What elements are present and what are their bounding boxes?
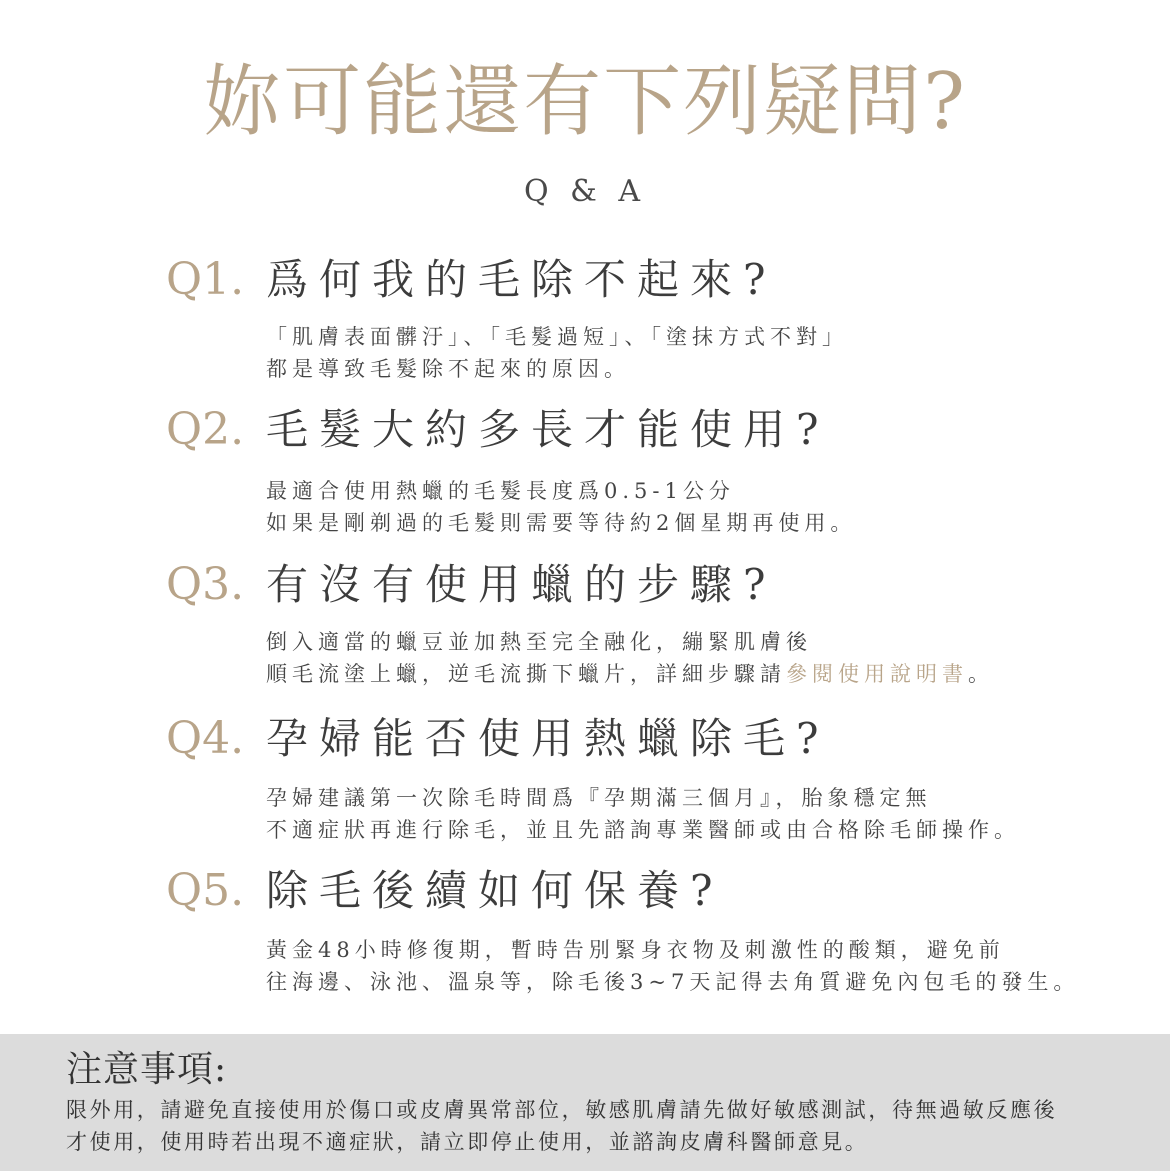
notice-line: 限外用，請避免直接使用於傷口或皮膚異常部位，敏感肌膚請先做好敏感測試，待無過敏反應後 (66, 1098, 1058, 1122)
question-row (0, 246, 1170, 314)
answer-line: 孕婦建議第一次除毛時間爲『孕期滿三個月』，胎象穩定無 (266, 786, 932, 810)
qa-item-2 (0, 396, 1170, 535)
answer-line: 如果是剛剃過的毛髮則需要等待約2個星期再使用。 (266, 511, 857, 535)
answer-text: 。 (968, 662, 994, 686)
qa-item-4 (0, 705, 1170, 842)
question-text: 爲何我的毛除不起來? (266, 255, 777, 304)
notice-line: 才使用，使用時若出現不適症狀，請立即停止使用，並諮詢皮膚科醫師意見。 (66, 1130, 869, 1154)
qa-item-1 (0, 246, 1170, 381)
manual-reference-link[interactable]: 參閱使用說明書 (786, 662, 968, 686)
answer-line: 都是導致毛髮除不起來的原因。 (266, 357, 630, 381)
question-row (0, 857, 1170, 925)
answer-text: 順毛流塗上蠟，逆毛流撕下蠟片，詳細步驟請 (266, 662, 786, 686)
question-row (0, 396, 1170, 464)
question-text: 毛髮大約多長才能使用? (266, 405, 830, 454)
question-number: Q3. (166, 559, 245, 610)
page-title: 妳可能還有下列疑問? (203, 57, 967, 147)
question-number: Q2. (166, 404, 245, 455)
question-number: Q1. (166, 254, 245, 305)
question-text: 有沒有使用蠟的步驟? (266, 560, 777, 609)
qa-item-3 (0, 551, 1170, 686)
question-text: 孕婦能否使用熱蠟除毛? (266, 714, 830, 763)
question-number: Q4. (166, 713, 245, 764)
answer-line: 黃金48小時修復期，暫時告別緊身衣物及刺激性的酸類，避免前 (266, 938, 1005, 962)
question-row (0, 705, 1170, 773)
question-text: 除毛後續如何保養? (266, 866, 724, 915)
notice-title: 注意事項: (66, 1049, 228, 1090)
notice-panel (0, 1034, 1170, 1171)
answer-line (266, 659, 994, 689)
page-subtitle: Q & A (523, 174, 647, 209)
question-row (0, 551, 1170, 619)
answer-line: 往海邊、泳池、溫泉等，除毛後3~7天記得去角質避免內包毛的發生。 (266, 970, 1080, 994)
answer-line: 「肌膚表面髒汙」、「毛髮過短」、「塗抹方式不對」 (266, 325, 848, 349)
question-number: Q5. (166, 865, 245, 916)
answer-line: 倒入適當的蠟豆並加熱至完全融化，繃緊肌膚後 (266, 630, 812, 654)
answer-line: 不適症狀再進行除毛，並且先諮詢專業醫師或由合格除毛師操作。 (266, 818, 1020, 842)
answer-line: 最適合使用熱蠟的毛髮長度爲0.5-1公分 (266, 479, 735, 503)
qa-item-5 (0, 857, 1170, 994)
